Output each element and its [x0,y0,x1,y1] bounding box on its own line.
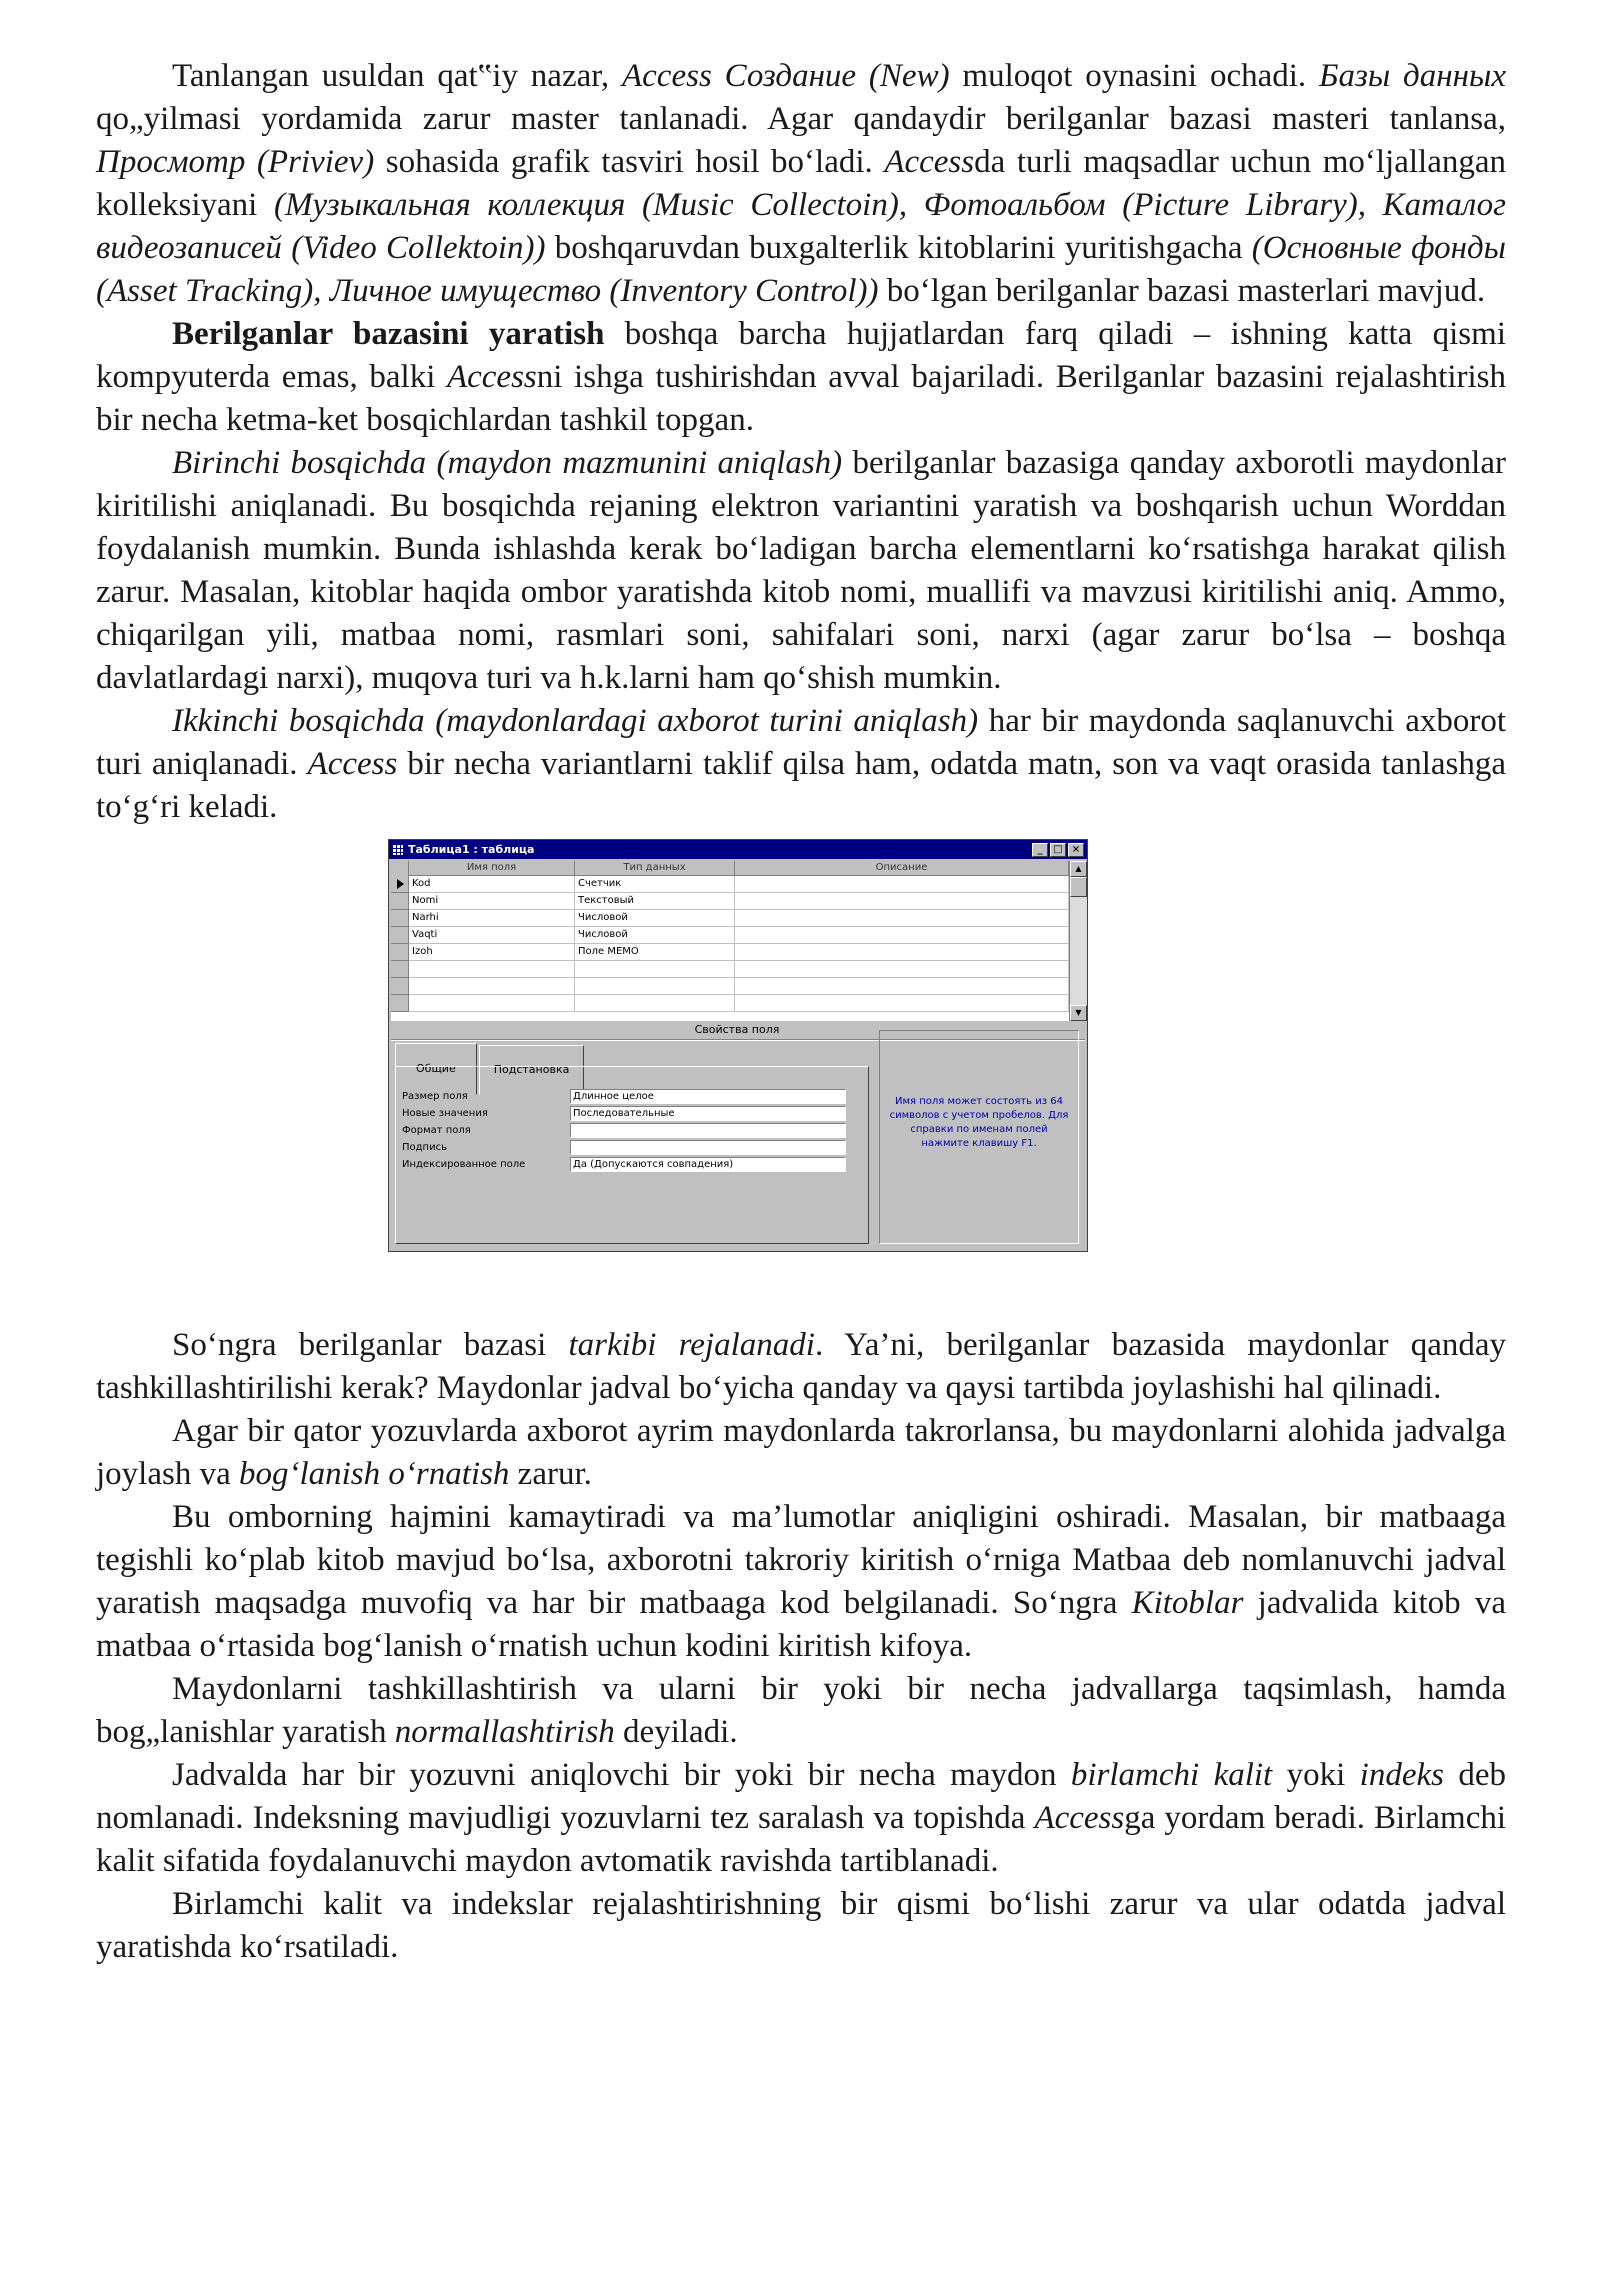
table-icon [392,844,403,855]
italic-text: tarkibi rejalanadi [568,1327,815,1363]
row-selector[interactable] [391,995,409,1012]
text-run: zarur. [509,1456,592,1492]
field-name-cell[interactable]: Narhi [409,910,575,927]
italic-text: Kitoblar [1131,1585,1244,1621]
text-run: . Ya’ni, berilganlar bazasida maydonlar qanday tashkillashtirilishi kerak? Maydonlar jadval bo‘yicha qanday va qaysi tartibda joylashishi hal qilinadi. [96,1327,1506,1406]
text-run: Birlamchi kalit va indekslar rejalashtirishning bir qismi bo‘lishi zarur va ular odatda jadval yaratishda ko‘rsatiladi. [96,1886,1506,1965]
field-name-cell[interactable]: Kod [409,876,575,893]
text-run: Maydonlarni tashkillashtirish va ularni bir yoki bir necha jadvallarga taqsimlash, hamda bog„lanishlar yaratish [96,1671,1506,1750]
table-row[interactable] [391,927,1087,944]
scroll-down-icon[interactable]: ▼ [1070,1005,1087,1021]
figure [96,839,1506,1324]
paragraph [96,55,1506,313]
current-row-arrow-icon[interactable] [391,876,409,893]
field-properties-title: Свойства поля [694,1023,780,1036]
field-name-cell[interactable] [409,978,575,995]
property-row [402,1089,846,1104]
table-row[interactable] [391,978,1087,995]
data-type-cell[interactable] [575,995,735,1012]
text-block-bottom [96,1324,1506,1969]
data-type-cell[interactable]: Счетчик [575,876,735,893]
property-row [402,1123,846,1138]
row-selector[interactable] [391,944,409,961]
paragraph [96,442,1506,700]
property-value-field[interactable]: Длинное целое [570,1089,846,1104]
text-block-top [96,55,1506,829]
text-run: Agar bir qator yozuvlarda axborot ayrim maydonlarda takrorlansa, bu maydonlarni alohida jadvalga joylash va [96,1413,1506,1492]
property-label: Новые значения [402,1108,488,1119]
text-run: Tanlangan usuldan qat‟iy nazar, [172,58,622,94]
table-row[interactable] [391,961,1087,978]
table-row[interactable] [391,910,1087,927]
property-row [402,1157,846,1172]
paragraph [96,700,1506,829]
text-run: bir necha variantlarni taklif qilsa ham, odatda matn, son va vaqt orasida tanlashga to‘g‘ri keladi. [96,746,1506,825]
text-run: muloqot oynasini ochadi. [949,58,1320,94]
text-run: So‘ngra berilganlar bazasi [172,1327,569,1363]
description-cell[interactable] [735,893,1069,910]
help-text: Имя поля может состоять из 64 символов с учетом пробелов. Для справки по именам полей нажмите клавишу F1. [879,1030,1079,1244]
property-value-field[interactable]: Последовательные [570,1106,846,1121]
description-cell[interactable] [735,944,1069,961]
data-type-cell[interactable] [575,978,735,995]
text-run: ga yordam beradi. Birlamchi kalit sifatida foydalanuvchi maydon avtomatik ravishda tartiblanadi. [96,1800,1507,1879]
text-run: deyiladi. [614,1714,738,1750]
italic-text: Access [307,746,398,782]
description-cell[interactable] [735,910,1069,927]
field-name-cell[interactable]: Vaqti [409,927,575,944]
grid-rows [391,876,1087,1012]
paragraph [96,1668,1506,1754]
data-type-cell[interactable]: Числовой [575,927,735,944]
italic-text: Ikkinchi bosqichda (maydonlardagi axborot turini aniqlash) [172,703,979,739]
paragraph [96,1324,1506,1410]
access-table-design-window [388,839,1088,1252]
document-page [96,55,1506,1969]
data-type-cell[interactable]: Текстовый [575,893,735,910]
column-header-description[interactable]: Описание [735,861,1069,876]
text-run: jadvalida kitob va matbaa o‘rtasida bog‘lanish o‘rnatish uchun kodini kiritish kifoya. [96,1585,1507,1664]
field-grid [391,861,1087,1021]
property-label: Индексированное поле [402,1159,526,1170]
row-selector-header [391,861,409,876]
table-row[interactable] [391,876,1087,893]
italic-text: Access [884,144,975,180]
data-type-cell[interactable] [575,961,735,978]
text-run: bo‘lgan berilganlar bazasi masterlari mavjud. [878,273,1486,309]
text-run: yoki [1272,1757,1360,1793]
scroll-thumb[interactable] [1070,877,1087,897]
property-value-field[interactable] [570,1140,846,1155]
column-header-data-type[interactable]: Тип данных [575,861,735,876]
tab-general[interactable]: Общие [395,1043,477,1095]
scroll-up-icon[interactable]: ▲ [1070,861,1087,877]
close-button[interactable]: × [1068,843,1084,857]
italic-text: (Основные фонды (Asset Tracking), Личное имущество (Inventory Control)) [96,230,1506,309]
property-value-field[interactable]: Да (Допускаются совпадения) [570,1157,846,1172]
text-run: deb nomlanadi. Indeksning mavjudligi yozuvlarni tez saralash va topishda [96,1757,1506,1836]
italic-text: Базы данных [1319,58,1506,94]
paragraph [96,1496,1506,1668]
paragraph [96,313,1506,442]
bold-text: Berilganlar bazasini yaratish [172,316,605,352]
text-run: berilganlar bazasiga qanday axborotli maydonlar kiritilishi aniqlanadi. Bu bosqichda rejaning elektron variantini yaratish va boshqarish uchun Worddan foydalanish mumkin. Bunda ishlashda kerak bo‘ladigan barcha elementlarni ko‘rsatishga harakat qilish zarur. Masalan, kitoblar haqida ombor yaratishda kitob nomi, muallifi va mavzusi kiritilishi aniq. Ammo, chiqarilgan yili, matbaa nomi, rasmlari soni, sahifalari soni, narxi (agar zarur bo‘lsa – boshqa davlatlardagi narxi), muqova turi va h.k.larni ham qo‘shish mumkin. [96,445,1506,696]
italic-text: Access Создание (New) [622,58,950,94]
grid-header [391,861,1087,876]
description-cell[interactable] [735,961,1069,978]
data-type-cell[interactable]: Поле MEMO [575,944,735,961]
property-label: Подпись [402,1142,447,1153]
field-name-cell[interactable] [409,961,575,978]
italic-text: Access [1034,1800,1125,1836]
italic-text: indeks [1359,1757,1444,1793]
description-cell[interactable] [735,927,1069,944]
row-selector[interactable] [391,910,409,927]
description-cell[interactable] [735,876,1069,893]
row-selector[interactable] [391,927,409,944]
row-selector[interactable] [391,893,409,910]
text-run: boshqa barcha hujjatlardan farq qiladi – ishning katta qismi kompyuterda emas, balki [96,316,1506,395]
tab-lookup[interactable]: Подстановка [479,1045,585,1095]
italic-text: Birinchi bosqichda (maydon mazmunini aniqlash) [172,445,843,481]
row-selector[interactable] [391,978,409,995]
paragraph [96,1410,1506,1496]
text-run: boshqaruvdan buxgalterlik kitoblarini yuritishgacha [545,230,1252,266]
table-row[interactable] [391,944,1087,961]
text-run: Jadvalda har bir yozuvni aniqlovchi bir yoki bir necha maydon [172,1757,1071,1793]
text-run: Bu omborning hajmini kamaytiradi va ma’lumotlar aniqligini oshiradi. Masalan, bir matbaaga tegishli ko‘plab kitob mavjud bo‘lsa, axborotni takroriy kiritish o‘rniga Matbaa deb nomlanuvchi jadval yaratish maqsadga muvofiq va har bir matbaaga kod belgilanadi. So‘ngra [96,1499,1506,1621]
property-row [402,1106,846,1121]
italic-text: bog‘lanish o‘rnatish [238,1456,510,1492]
maximize-button[interactable]: □ [1050,843,1066,857]
field-name-cell[interactable]: Izoh [409,944,575,961]
text-run: da turli maqsadlar uchun mo‘ljallangan kolleksiyani [96,144,1506,223]
text-run: har bir maydonda saqlanuvchi axborot turi aniqlanadi. [96,703,1507,782]
vertical-scrollbar[interactable] [1069,861,1087,1021]
field-name-cell[interactable]: Nomi [409,893,575,910]
text-run: qo„yilmasi yordamida zarur master tanlanadi. Agar qandaydir berilganlar bazasi masteri tanlansa, [96,101,1506,137]
column-header-field-name[interactable]: Имя поля [409,861,575,876]
description-cell[interactable] [735,995,1069,1012]
italic-text: normallashtirish [394,1714,615,1750]
text-run: ni ishga tushirishdan avval bajariladi. Berilganlar bazasini rejalashtirish bir necha ketma-ket bosqichlardan tashkil topgan. [96,359,1506,438]
property-value-field[interactable] [570,1123,846,1138]
row-selector[interactable] [391,961,409,978]
text-run: sohasida grafik tasviri hosil bo‘ladi. [374,144,885,180]
italic-text: Access [446,359,537,395]
description-cell[interactable] [735,978,1069,995]
table-row[interactable] [391,893,1087,910]
minimize-button[interactable]: _ [1032,843,1048,857]
field-name-cell[interactable] [409,995,575,1012]
paragraph [96,1883,1506,1969]
property-label: Размер поля [402,1091,468,1102]
data-type-cell[interactable]: Числовой [575,910,735,927]
italic-text: Просмотр (Priviev) [96,144,375,180]
property-label: Формат поля [402,1125,471,1136]
window-titlebar[interactable] [389,840,1087,859]
paragraph [96,1754,1506,1883]
table-row[interactable] [391,995,1087,1012]
general-properties-panel [395,1066,869,1244]
property-row [402,1140,846,1155]
window-title: Таблица1 : таблица [408,843,535,856]
italic-text: (Музыкальная коллекция (Music Collectoin), Фотоальбом (Picture Library), Каталог видеозаписей (Video Collektoin)) [96,187,1506,266]
italic-text: birlamchi kalit [1070,1757,1273,1793]
